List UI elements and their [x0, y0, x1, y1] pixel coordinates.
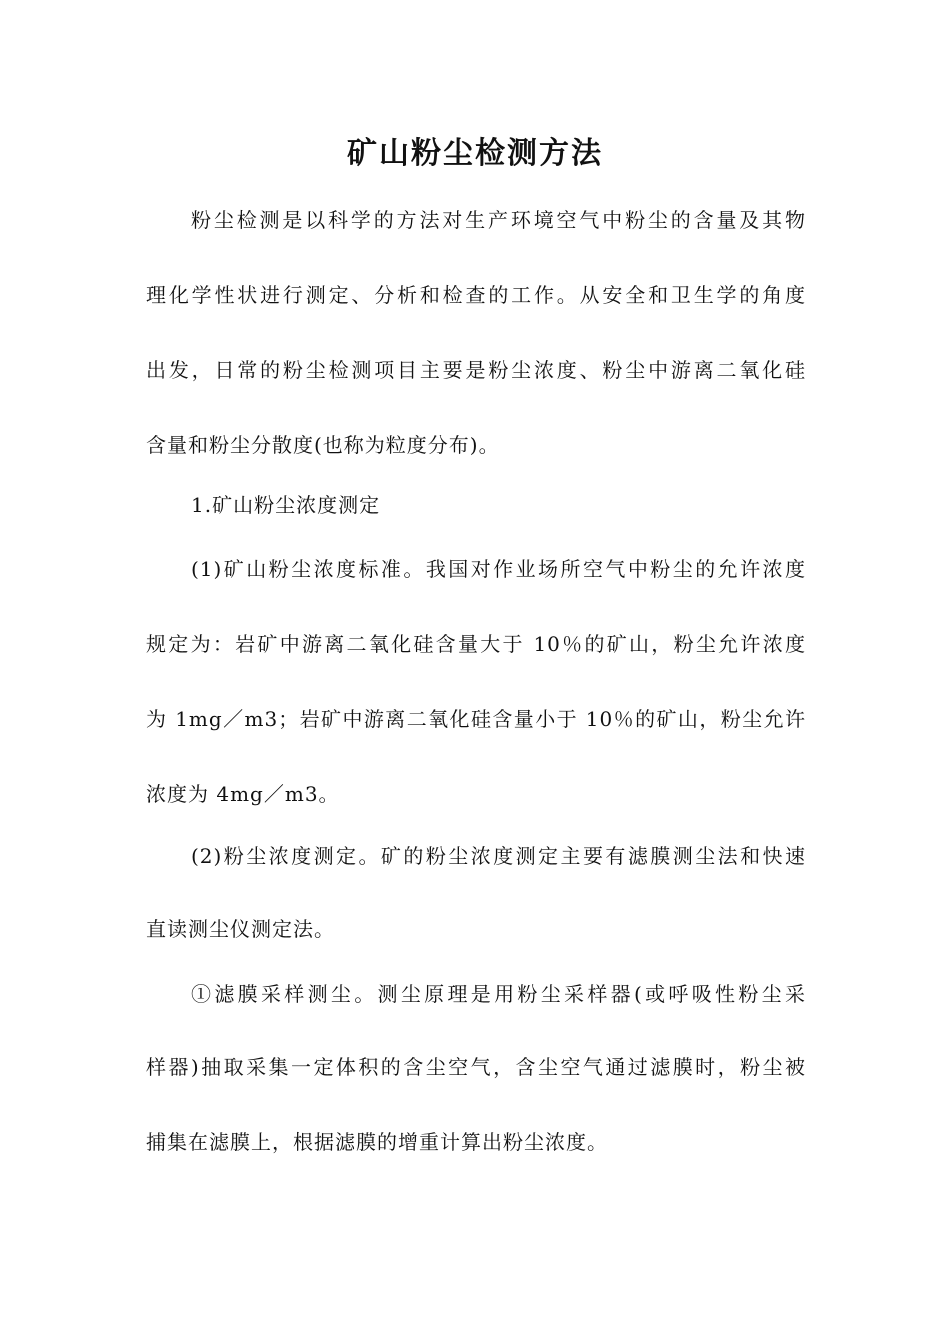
paragraph-line: 浓度为 4mg／m3。	[146, 782, 340, 806]
paragraph-line: ①滤膜采样测尘。测尘原理是用粉尘采样器(或呼吸性粉尘采	[191, 982, 806, 1006]
paragraph-line: 直读测尘仪测定法。	[146, 917, 335, 941]
paragraph-line: 含量和粉尘分散度(也称为粒度分布)。	[146, 433, 500, 457]
paragraph-line: (2)粉尘浓度测定。矿的粉尘浓度测定主要有滤膜测尘法和快速	[191, 844, 806, 868]
paragraph-line: 出发，日常的粉尘检测项目主要是粉尘浓度、粉尘中游离二氧化硅	[146, 358, 806, 382]
paragraph-line: 理化学性状进行测定、分析和检查的工作。从安全和卫生学的角度	[146, 283, 806, 307]
paragraph-line: 为 1mg／m3；岩矿中游离二氧化硅含量小于 10％的矿山，粉尘允许	[146, 707, 806, 731]
paragraph-line: 捕集在滤膜上，根据滤膜的增重计算出粉尘浓度。	[146, 1130, 608, 1154]
document-title: 矿山粉尘检测方法	[347, 136, 603, 171]
paragraph-line: 粉尘检测是以科学的方法对生产环境空气中粉尘的含量及其物	[191, 208, 806, 232]
paragraph-line: 样器)抽取采集一定体积的含尘空气，含尘空气通过滤膜时，粉尘被	[146, 1055, 806, 1079]
section-heading: 1.矿山粉尘浓度测定	[191, 493, 381, 517]
paragraph-line: 规定为：岩矿中游离二氧化硅含量大于 10％的矿山，粉尘允许浓度	[146, 632, 806, 656]
paragraph-line: (1)矿山粉尘浓度标准。我国对作业场所空气中粉尘的允许浓度	[191, 557, 806, 581]
